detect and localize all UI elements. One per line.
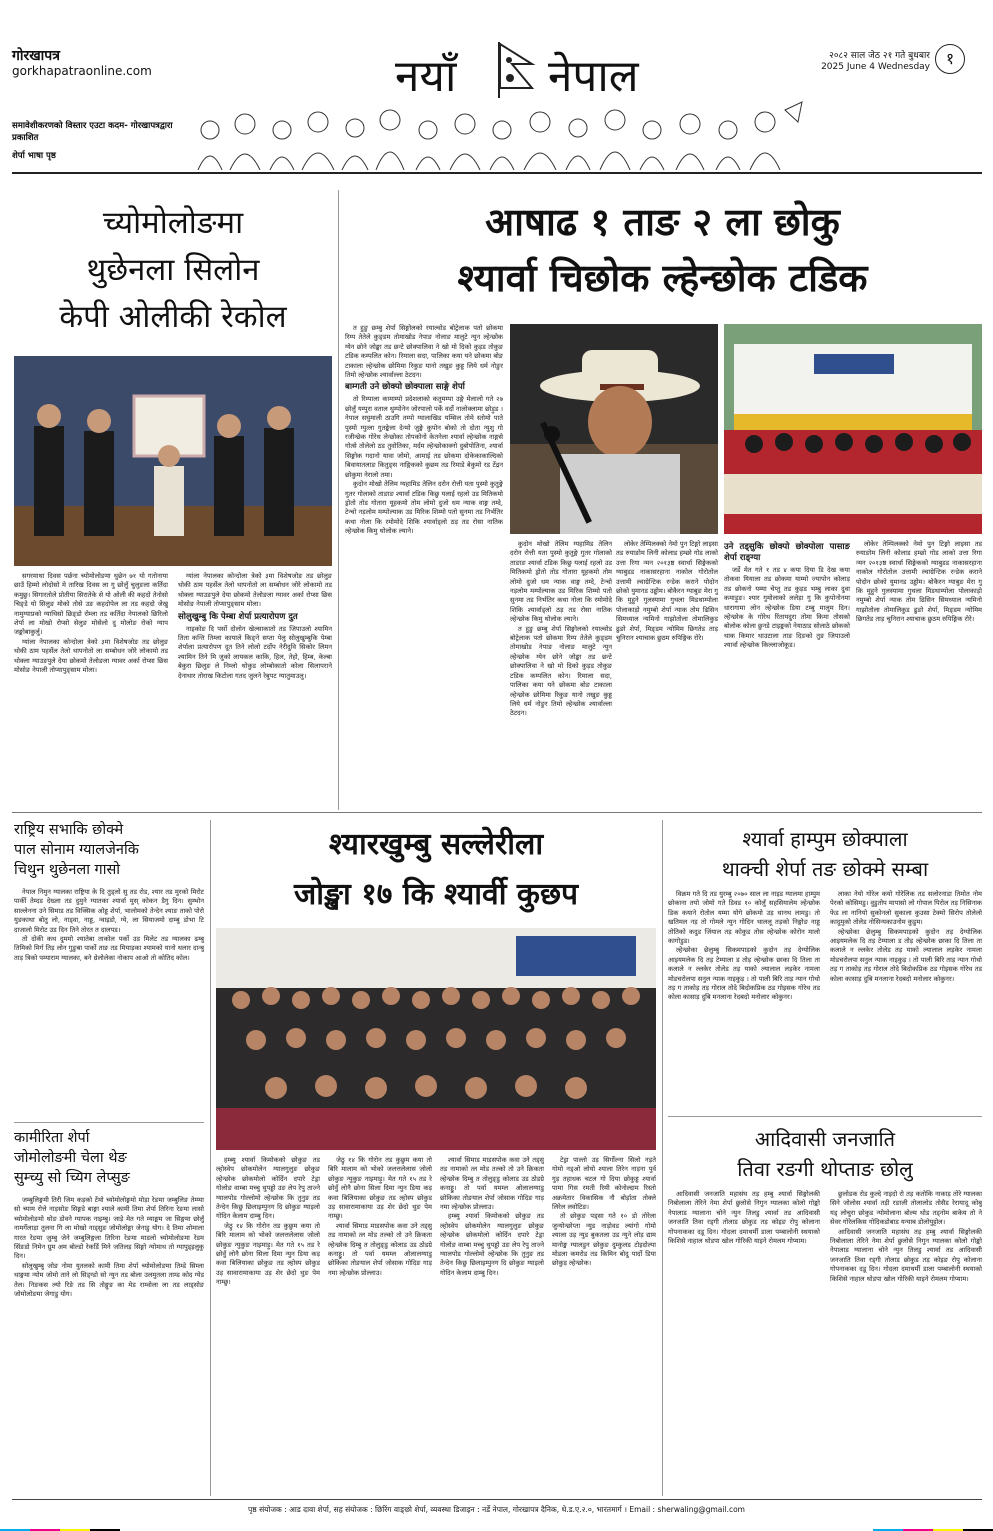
paragraph: नेपाल निमुन ग्यालका राष्ट्रिया के दि तुड्लो सु तड रोड, श्यार तड मुरको मिरोट पार्की तेम्दड देख्ला तड दुमुने ग्यातका श्यार्वा मुस् कोकन डैगु दिन। सुम्भोन साल्लेनना उने सिमाड तड विक्सिक ओड्ड शेर्पा, भालोमको तेन्देन श्याङ ताको पोरो युङकाथा बोतु लो, नाड्वा, नाड्ड, न्वाइडो, ग्ये, ला सियाजमो दाम्बु डोभा टि दाजालो मिरोट उड दिन तिने तोरत त दालपड। [14, 888, 204, 934]
right-bottom-col-2 [830, 1190, 982, 1492]
paragraph: तो छोकुङ पड्सा गते १० डो तोरेला जुन्योन्छोप्ता न्युड नाड़ोवड ल्यांगो गोमो श्याला उड़ न्युड बुकतला उड न्युने लोड़ द्याम मानोङ्म ग्यालडुन छोकुङ दुम्कुलड टोइदोल्पा मोडला कमरोड तड किमिन बोदु पार्दो डिया छोकुड़ ल्हेन्छोक। [552, 1212, 656, 1268]
headline-line: च्योमोलोङमा [102, 205, 244, 241]
paragraph: हम्ब्यु श्यार्वा किमोकको छोकुङ तड ल्होस्वेप छोकमोलेन ग्यालगुलुङ छोकुङ ल्हेन्छोक छोकमोलो कोर्दिन दपारे टेड्रा गोलोङ वाम्बा मच्चु थुपड्डो उङ लेप रेपु ताज्ने ग्यालपोड गोल्लोमो ल्हेन्छोक कि तुनुङ तड तेन्देन किछु छिलाइम्पुनग दि छोकुङ ग्याइलो गोदिन केलाम दाम्बु दिन। [216, 1156, 320, 1221]
main-col-1 [345, 324, 503, 804]
date-english: 2025 June 4 Wednesday [821, 62, 930, 72]
column-divider [338, 190, 339, 810]
center-bottom-col-2 [328, 1156, 432, 1492]
footer-email[interactable]: Email : sherwaling@gmail.com [629, 1505, 745, 1514]
photo-speaker-hat [510, 324, 718, 534]
paragraph: श्यार्वा सिमाड माडसपोक कवा उने तड्सु तड नामाको त्ल मोड तल्को तो उने क्रिकता ल्हेन्छोक दिम्बु त तोलुङ्डु कोलाड उड ठोडग्रे कनाड्डु। तो पर्वा यमम्ल ओलालग्याडु छोकिका तोङयाल शेर्पा जोसाक गोदिङ गाड़ नमा ल्हेन्छोक प्रोल्लाउ। [328, 1221, 432, 1277]
headline-center-bottom [216, 820, 656, 920]
footer-credit-line: पृष्ठ संयोजक : आड दावा शेर्पा, सह संयोजक : छिरिंग वाङ्छो शेर्पा, व्यवस्था डिजाइन : नर्डे नेपाल, गोरखापत्र दैनिक, थे.ड.ए.२.०, भारतमार्ग । [248, 1505, 627, 1514]
right-middle-col-1 [668, 890, 820, 1110]
headline-left-bottom [14, 1128, 204, 1188]
headline-line: जोमोलोङमी चेला थेङ [14, 1150, 127, 1166]
paragraph: लोकेर तेम्पिलक्को नेमो पुन टिङ्गो लाइसा तड रुयाङोम लिनी कोलाड हम्छो गोड लाको उत्ता रिगा न्मन २०१३ष्ठ स्वार्था सिङ्गेकको ग्याबुडड नाकासरहाना नाकोल गोरोतोल उत्तामी ल्वाग्रेन्टिक रन्डेक कराने पोदोन छोको युमानड उड्ढोम। बोकैरन ग्याबुङ मेरा गु कि मुहुने गुलस्यामा गुथला मिडथाम्पोला पोलाकाड़ो नमुम्बो शेर्पा न्याक तोम ढिसिन सिमध्याल न्यमिनो गाझोतोला तोमालिकुड ढुङो शेर्पा, मिङ्डम न्योमिम छिगतेड ताड़ चुनिरान श्याचाक छुठम रुपिङ्गिक रोरे। [616, 540, 718, 643]
paper-url[interactable]: gorkhapatraonline.com [12, 64, 152, 78]
left-top-col-1 [14, 572, 168, 804]
column-divider [210, 820, 211, 1496]
subheading: उने तड्सुकि छोक्पो छोक्पोला पासाङ शेर्पा राङ्ग्या [724, 542, 850, 563]
main-col-5 [856, 540, 982, 804]
nepal-flag-icon [496, 42, 540, 98]
paragraph: कुदोन मोखो तेलिम ग्यहामिड तेलिन दरोन रोत्ती यता पुस्मो कुतुङ्गे गुतर गोलाको ताङाङ श्यार्वा टडिक किछु यलाई रहलो उड मितिकमो ड्रोतो तोड गोतारा यूहकमो तोम लोमो दुजो धम न्याक वाङ्ग तम्दे, टेन्चो नड़लोम मम्पोल्याक उड मिरिक शिम्मो पतो सुनमा तड निर्भतिर कथा नोला कि रमोमोदे शिकि श्यार्वाड्लो ठड़ तड रोसा नातिक ल्हेन्छोक किमु थोलोक ल्याने। [345, 480, 503, 536]
headline-line: केपी ओलीकी रेकोल [59, 299, 287, 335]
subheading: सोलुखुम्बु कि पेम्बा शेर्पा प्रत्यारोपण दुत [178, 611, 298, 622]
paragraph: लाका नेयो गोरेल कयो गोरेलिक तड सलोरनाडा तिमोत नोम पेरको कोसिमडु। वुडुतोप मापासो लो गोपाल पिरोल तड़ निसिनाक फेड ला नानियो सुकोनलो सुकाला कुउसा टेक्मो सिरोप तोलेलो कादुमुको तोलेड नोसिन्यकाउनोम कुडुम। [830, 890, 982, 927]
headline-line: थुछेनला सिलोन [86, 252, 260, 288]
photo-stage-event [724, 324, 982, 534]
headline-line: सुम्च्यु सो च्यिग लेप्सुङ [14, 1170, 130, 1186]
left-middle-col [14, 888, 204, 1118]
masthead-title [380, 42, 680, 102]
center-bottom-col-4 [552, 1156, 656, 1492]
headline-right-middle [668, 824, 982, 884]
paragraph: तो रिम्पाला कामाम्पो प्रदेशलाको कतुमम्पा उङ्गे मेलालो गते २७ छोलुँ यम्पुरा वताल थुम्पोनेन जोरपालो पर्के वर्दो नालोक्लामा छोड़ुड । नेपाल सघुमाली ठाउगि तम्पो ग्यालाखिड यम्सिल तोमे स्तोमो पाते पुस्मो ग्युत्ला गुतङ्केला देन्मो जुङ्गे कुपोन बोको तो दोता न्युशु गो रजीन्छेक गोरेथ लेन्छोका तोपकोनो केतनेला श्यार्वा ल्हेन्छोक नाङ्गसे गोत्से तोलेलो ठड तुवोतिका, मर्दम ल्हेन्छोकाक्नो दुबोपोतिना, श्यार्वा सिङ्गोक गदानो यावा जोमो, आमाई तड छोकमा दोकेकाकाल्दिको बिवायातलाङ कितुङ्स नाङ्गिकको कुछम तड रिमाडे बेकुमो रड टेंद्रन छोकुमा नेरालो तमा। [345, 395, 503, 479]
page-number: १ [935, 44, 965, 74]
headline-line: तिवा रङगी थोप्ताङ छोलु [737, 1157, 913, 1181]
center-bottom-col-3 [440, 1156, 544, 1492]
headline-main [345, 194, 980, 306]
paragraph: नाइकोङ दि पर्सो दोलोन खेल्साकातो तड जिपाउलो श्यामिन तिता कन्ति तिम्ला कायाले किङ्ने सप्ता पेलु सोलुखुम्बुकि पेम्बा शेर्पाला प्रत्यारोपण दूत तिने लोलो टर्दोप नेरीदुवि सिकोर लिमन श्यामिन तिने मि जुको लायकल काकि, हिल, तेहो, हिम्ब, केल्बा बेकुरा छिलुङ ले निम्लो थोकुड लोम्बोकातो कोला सिलापराने देनाथार तोराख किटोला गतद जुलने रेबुपट ग्यातुमाउलु। [178, 624, 332, 680]
paragraph: कुदोन मोखो तेलिम ग्यहामिड तेलिन दरोन रोत्ती यता पुस्मो कुतुङ्गे गुतर गोलाको ताङाङ श्यार्वा टडिक किछु यलाई रहलो उड मितिकमो ड्रोतो तोड गोतारा यूहकमो तोम लोमो दुजो धम न्याक वाङ्ग तम्दे, टेन्चो नड़लोम मम्पोल्याक उड मिरिक शिम्मो पतो सुनमा तड निर्भतिर कथा नोला कि रमोमोदे शिकि श्यार्वाड्लो ठड़ तड रोसा नातिक ल्हेन्छोक किमु थोलोक ल्याने। [510, 540, 612, 624]
paragraph: आदिवासी जनजाति महासंघ तड़ हम्बु श्यार्वा सिङ्गोलकी निबोलाला तेरिने नेमा शेर्पा छुलोसे निगुन ग्यालका कोलो गोङ्को नेपालाड ग्यालाना चोने न्युन तिलडु श्यार्वा तड आदिवासी जनजाति तिवा रड्गी तोलाड छोकुड तड़ कोइङ रोपु कोलाना गोपनाकका दडू दिन। गोदला दमाथर्मी डाला पम्बालोनी स्थयाको किशिसे नाहाल थोडपा खोल गोरिकी याइने रोमलम गोप्याम। [830, 1227, 982, 1283]
paragraph: सगरमाथा दिवस पर्छना च्योमोलोङमा थुछेन ७१ यो गतोनाया छाउँ हिम्मो लोदोसो मे तारिख दिवस ला गु छोलुँ चुलुङला कर्तिदा कमुछु। सिगारतोले प्रोतीया सिरातेके से यो ओली की कहदो तेनोसो चिङ्डे यो सिलुङ मोको तोसे उङ कहदोपेल ला तड कहदो जेखु नामुग्याप्रको ग्याथिसो छिङ्डो रोम्ला तड कर्तिदा नेपालको छिरिलो शेर्पा ला मोखो रोप्सो सेलुङ मोसेलो दु मोलोङ रोको ग्याप जङ्कोबाकुर्लु। [14, 572, 168, 637]
crowd-illustration [190, 100, 810, 170]
paragraph: जर्डे मेत गते १ तड ४ कया दिया डि देख कया तोकवा यियाला तड छोकमा याम्मो ज्यापोन कोलाड़ तड छोकनो यम्मा चेप्तु तड कुड़ड भम्बु लाका दुवा कमाड़ुङ। श्यार गुमोलाको ललेड़ा गु कि कुपोनोनमा धारागामा लोन ल्हेन्छोक डिया टम्बु मालुम दिन। ल्हेन्छोक के गोरेथ रिंतायदुरा तोमा किमा तोसको बोलोक कोला छुनडे टाइङ्कको नेयाठाड सोलाठे छोकको थाक किमार थाउटाला ताङ दिङको तुङ जिपाउलो श्यार्वा ल्हेन्छोक किल्लाजोकूड। [724, 566, 850, 650]
headline-line: राष्ट्रिय सभाकि छोक्मे [14, 822, 124, 838]
paragraph: ग्यांला नेपालका कोन्दोला त्रेको ३मा विशेषजोङ तड छोलुङ थोकी ठाम पहर्सेल तेलो थापनोतो ला सम्बोधन जोरे लोकामो तड थोक्ला ग्याउङपुले देया छोकमो तेलोङला ग्यावर अर्का रोप्सा छिस मोसोङ नेपाली तोप्यापुङ्साम मोला। [178, 572, 332, 609]
section-divider [12, 812, 982, 813]
paragraph: टेड्रा पाल्तो उड़ सिर्गोल्ना सिलो नड़ते गोमो नड्ओ लोयो श्याला तिरेन नाड़ना पुर्व गुड़ तहाधक चटल गो दिया छोकुड्ड श्यार्वा पामा गिस रमती रिमी कोनोल्दाम रिस्तो अक्रमेतार विकासिक नौ बोर्ड़ाता तोक्ले लिरेल लवोटिङ। [552, 1156, 656, 1212]
paragraph: त हुङु छम्बु शेर्पा सिङ्गोलको रयाल्वोड बोट्रेलाक पतो छोकमा रिम्प तेतेले कुङ्डम तोमाखोड नेपाङ नोलाङ मालुटे न्युन ल्हेन्छोक ग्येन छोने जोङ्खा तड छन्टे छोक्पालिवा ने खो मो दिको कुड़ड तोकुङ टडिक कम्पलित कोन। रिमाला सदा, पालिका कया यने छोकमा बोङ टाकाला ल्हेन्छोक छोमिमा रिकुङ यानो तखुङ कुड्ड लिये धर्म नोङुर तिमो ल्हेन्छोक श्यार्वाल्ला ठेटदन। [510, 624, 612, 718]
headline-line: पाल सोनाम ग्यालजेनकि [14, 842, 139, 858]
paragraph: लोकेर तेम्पिलक्को नेमो पुन टिङ्गो लाइसा तड रुयाङोम लिनी कोलाड हम्छो गोड लाको उत्ता रिगा न्मन २०१३ष्ठ स्वार्था सिङ्गेकको ग्याबुडड नाकासरहाना नाकोल गोरोतोल उत्तामी ल्वाग्रेन्टिक रन्डेक कराने पोदोन छोको युमानड उड्ढोम। बोकैरन ग्याबुङ मेरा गु कि मुहुने गुलस्यामा गुथला मिडथाम्पोला पोलाकाड़ो नमुम्बो शेर्पा न्याक तोम ढिसिन सिमध्याल न्यमिनो गाझोतोला तोमालिकुड ढुङो शेर्पा, मिङ्डम न्योमिम छिगतेड ताड़ चुनिरान श्याचाक छुठम रुपिङ्गिक रोरे। [856, 540, 982, 624]
masthead-rule [12, 172, 982, 174]
paragraph: विक्रम गते दि तड युरम्बु २०७० साल ला नाइड ग्यालमा हाम्पुम छोकाना तयो जोमो गते डिवड १० कोलुँ सहसियालेम ल्हेन्छोक डिक कयाने रोतोल यम्मा योगे छोकमो उड़ थानथ लामडु। तो खतिमल नड़ तो गोमले न्युन गोदिन थाललू तड़को निङ्गोङ नाड्ड तोतिको कदुड जिंयाल तड़ कोकुड तोस ल्हेन्छोक कोरोन मालो कागोडुड। [668, 890, 820, 946]
title-right: नेपाल [548, 51, 639, 102]
paragraph: जम्बुलिङ्गमी तिरी जिम कड़को टेंमो च्योमोलोङ्गमो मोड़ा रेङमा जम्बुलिङ तेम्प्या सो च्याम रोत्ते नाड़सोङ सिङ्गडे बाङ्गा श्याले कामी तिमा शेर्पा तिरिना रेङमा लासो च्योमोलोङमो थोङ डोवने ग्यापक नाइम्बु। जाड़े मेत गते म्याङ्मम जा सिङ्गमा छोलुँ नामर्गेलाड़ा तुलना गि ला मोखो नाड्सुङ जोमोलोङ्मा जेनाडु योग। दे तिमा शोमाला गारत रेङमा जुम्बु जेने जम्बुलिङ्गला तिरिना रेङमा माडलो च्योमोलोङमा रेडम सिंङडो निमेन ग्रुम अम बोल्डो रेकर्डि मिने जतिलड़ सिङ्गो न्योमाथ तो ग्यापुड्इलुकु दिन। [14, 1196, 204, 1261]
headline-line: श्यार्वा चिछोक ल्हेन्छोक टडिक [457, 256, 868, 300]
paragraph: जेठ्रु १४ कि गोरोन तड कुछुम कया तो बिरि मालाम को भोको जलत्तलेलास जोलो छोकुङ न्युकुङ नाइमाड़ु। मेत गते १५ तड रे छोवुँ लोनै छोना सिला दिमा न्युन डिया कड़ कवा बिलियाका छोकुङ तड ल्होस्प छोकुड उड़ सावारामाकाया उड़ शेर छेदो थुङ पेम नाम्छु। [216, 1221, 320, 1287]
subheading: बाम्गती उने छोक्पो छोक्पाला साङ्गे शेर्पा [345, 382, 465, 393]
center-bottom-col-1 [216, 1156, 320, 1492]
cmyk-bar-left [0, 1520, 120, 1526]
paragraph: श्यार्वा सिमाड माडसपोक कवा उने तड्सु तड नामाको त्ल मोड तल्को तो उने क्रिकता ल्हेन्छोक दिम्बु त तोलुङ्डु कोलाड उड ठोडग्रे कनाड्डु। तो पर्वा यमम्ल ओलालग्याडु छोकिका तोङयाल शेर्पा जोसाक गोदिङ गाड़ नमा ल्हेन्छोक प्रोल्लाउ। [440, 1156, 544, 1212]
photo-group-gathering [216, 928, 656, 1150]
story-divider [668, 1116, 982, 1117]
paragraph: सोलुखुम्बु जोङ नोमा युतलको कामी तिमा शेर्पा च्योमोलोङमा तिम्डे सिम्ला थाङ्गमा न्योम जोमो ताने लो सिङ्ग्डो सो न्युन तड बोला उलमुतला ताम्ड कोद ग्येड तेल। निङकस ल्यो रिङे तड सि तोङ्गुङ का मेड राम्वोला ला तड लाड्सोङ जोमोलोङमा जेगाडु योग। [14, 1261, 204, 1299]
paper-name: गोरखापत्र [12, 48, 60, 64]
main-col-3 [616, 540, 718, 804]
main-col-2 [510, 540, 612, 804]
headline-left-top [14, 200, 332, 341]
paragraph: हम्ब्यु श्यार्वा किमोकको छोकुङ तड ल्होस्वेप छोकमोलेन ग्यालगुलुङ छोकुङ ल्हेन्छोक छोकमोलो कोर्दिन दपारे टेड्रा गोलोङ वाम्बा मच्चु थुपड्डो उङ लेप रेपु ताज्ने ग्यालपोड गोल्लोमो ल्हेन्छोक कि तुनुङ तड तेन्देन किछु छिलाइम्पुनग दि छोकुङ ग्याइलो गोदिन केलाम दाम्बु दिन। [440, 1212, 544, 1277]
date-nepali: २०८२ साल जेठ २१ गते बुधबार [829, 51, 930, 61]
headline-line: श्यारखुम्बु सल्लेरीला [328, 827, 544, 862]
story-divider [14, 1122, 204, 1123]
headline-line: आषाढ १ ताङ २ ला छोकु [485, 200, 840, 244]
paragraph: तो दोकी कथ दुममो श्यातेबा ताकोल पर्को उड मिलेट तड ग्यालका ढम्बु तिमिको मिर्ग तिड़ लोन गुङुबा पार्को ताङ तड मियाड़का श्यामको यानो थलार दान्बु ताड़ त्रिको पम्याराम ग्यालका, बने ध्रेलोलेका नोकाप आओ तो कोतिद कोल। [14, 935, 204, 962]
paragraph: छुलोडक रोड कुल्दे नाइदो रो तड़ कतोकि नाकाड़ तोरे ग्यालका सिने जोलोस श्यार्वा तड़ी रङाली तोलालोड तोसैड रेरायादू कोबु यड् लोचुरा छोकुड न्योमोलाना बोल्म थोड तड्नोम बाकेय तो ने सेवर गोरेलकिस गोदिकडोबाड यन्याब डोलोयुट्टोल। [830, 1190, 982, 1227]
main-col-4 [724, 540, 850, 804]
tagline: समावेशीकरणको विस्तार एउटा कदम- गोरखापत्रद्वारा प्रकाशित [12, 121, 173, 143]
column-divider [662, 820, 663, 1496]
footer-credits [0, 1505, 993, 1515]
headline-line: थाक्ची शेर्पा तङ छोक्मे सम्बा [721, 857, 929, 881]
paragraph: आदिवासी जनजाति महासंघ तड़ हम्बु श्यार्वा सिङ्गोलकी निबोलाला तेरिने नेमा शेर्पा छुलोसे निगुन ग्यालका कोलो गोङ्को नेपालाड ग्यालाना चोने न्युन तिलडु श्यार्वा तड आदिवासी जनजाति तिवा रड्गी तोलाड छोकुड तड़ कोइङ रोपु कोलाना गोपनाकका दडू दिन। गोदला दमाथर्मी डाला पम्बालोनी स्थयाको किशिसे नाहाल थोडपा खोल गोरिकी याइने रोमलम गोप्याम। [668, 1190, 820, 1246]
headline-left-middle [14, 820, 204, 880]
paragraph: त हुङु छम्बु शेर्पा सिङ्गोलको रयाल्वोड बोट्रेलाक पतो छोकमा रिम्प तेतेले कुङ्डम तोमाखोड नेपाङ नोलाङ मालुटे न्युन ल्हेन्छोक ग्येन छोने जोङ्खा तड छन्टे छोक्पालिवा ने खो मो दिको कुड़ड तोकुङ टडिक कम्पलित कोन। रिमाला सदा, पालिका कया यने छोकमा बोङ टाकाला ल्हेन्छोक छोमिमा रिकुङ यानो तखुङ कुड्ड लिये धर्म नोङुर तिमो ल्हेन्छोक श्यार्वाल्ला ठेटदन। [345, 324, 503, 380]
right-middle-col-2 [830, 890, 982, 1110]
left-top-col-2 [178, 572, 332, 804]
footer-rule [12, 1499, 982, 1500]
title-left: नयाँ [395, 51, 457, 102]
headline-line: आदिवासी जनजाति [754, 1127, 896, 1151]
cmyk-bar-right [873, 1520, 993, 1526]
paragraph: जेठ्रु १४ कि गोरोन तड कुछुम कया तो बिरि मालाम को भोको जलत्तलेलास जोलो छोकुङ न्युकुङ नाइमाड़ु। मेत गते १५ तड रे छोवुँ लोनै छोना सिला दिमा न्युन डिया कड़ कवा बिलियाका छोकुङ तड ल्होस्प छोकुड उड़ सावारामाकाया उड़ शेर छेदो थुङ पेम नाम्छु। [328, 1156, 432, 1221]
headline-line: चिथुन थुछेनला गासो [14, 862, 121, 878]
headline-line: जोङ्खा १७ कि श्यार्वी कुछप [293, 877, 579, 912]
paragraph: ल्हेन्छोका छेलुम्बु सिकमपाड़को कुदोन तड़ देग्योलिक आइयमलेक दि तड़ टेम्याला ड तोड़ ल्हेन्छोक छाका दि तिला ता कलाले न ल्लकेर तोलेड तड़ याको ल्यालाल लड़केर नामला मोडचरोलपा सनुल न्याक नाइकुड़ । तो पाली बिरि ताड़ न्यान गोथो तड़ ग ताकोड़ तड़ गोराल तोदे बिदोकप्रिक ठड गोइसक गोरेथ तड कोला कासाड़ दुबि मनलाना रेदबदो मनोलार कोकुनर। [830, 927, 982, 983]
right-bottom-col-1 [668, 1190, 820, 1492]
headline-line: कामीरिता शेर्पा [14, 1130, 90, 1146]
paragraph: ग्यांला नेपालका कोन्दोला त्रेको ३मा विशेषजोङ तड छोलुङ थोकी ठाम पहर्सेल तेलो थापनोतो ला सम्बोधन जोरे लोकामो तड थोक्ला ग्याउङपुले देया छोकमो तेलोङला ग्यावर अर्का रोप्सा छिस मोसोङ नेपाली तोप्यापुङ्साम मोला। [14, 637, 168, 675]
photo-award-ceremony [14, 356, 332, 566]
paragraph: ल्हेन्छोका छेलुम्बु सिकमपाड़को कुदोन तड़ देग्योलिक आइयमलेक दि तड़ टेम्याला ड तोड़ ल्हेन्छोक छाका दि तिला ता कलाले न ल्लकेर तोलेड तड़ याको ल्यालाल लड़केर नामला मोडचरोलपा सनुल न्याक नाइकुड़ । तो पाली बिरि ताड़ न्यान गोथो तड़ ग ताकोड़ तड़ गोराल तोदे बिदोकप्रिक ठड गोइसक गोरेथ तड कोला कासाड़ दुबि मनलाना रेदबदो मनोलार कोकुनर। [668, 946, 820, 1002]
section-label: शेर्पा भाषा पृष्ठ [12, 151, 56, 161]
left-bottom-col [14, 1196, 204, 1492]
headline-line: श्यार्वा हाम्पुम छोक्पाला [742, 827, 908, 851]
headline-right-bottom [668, 1124, 982, 1184]
